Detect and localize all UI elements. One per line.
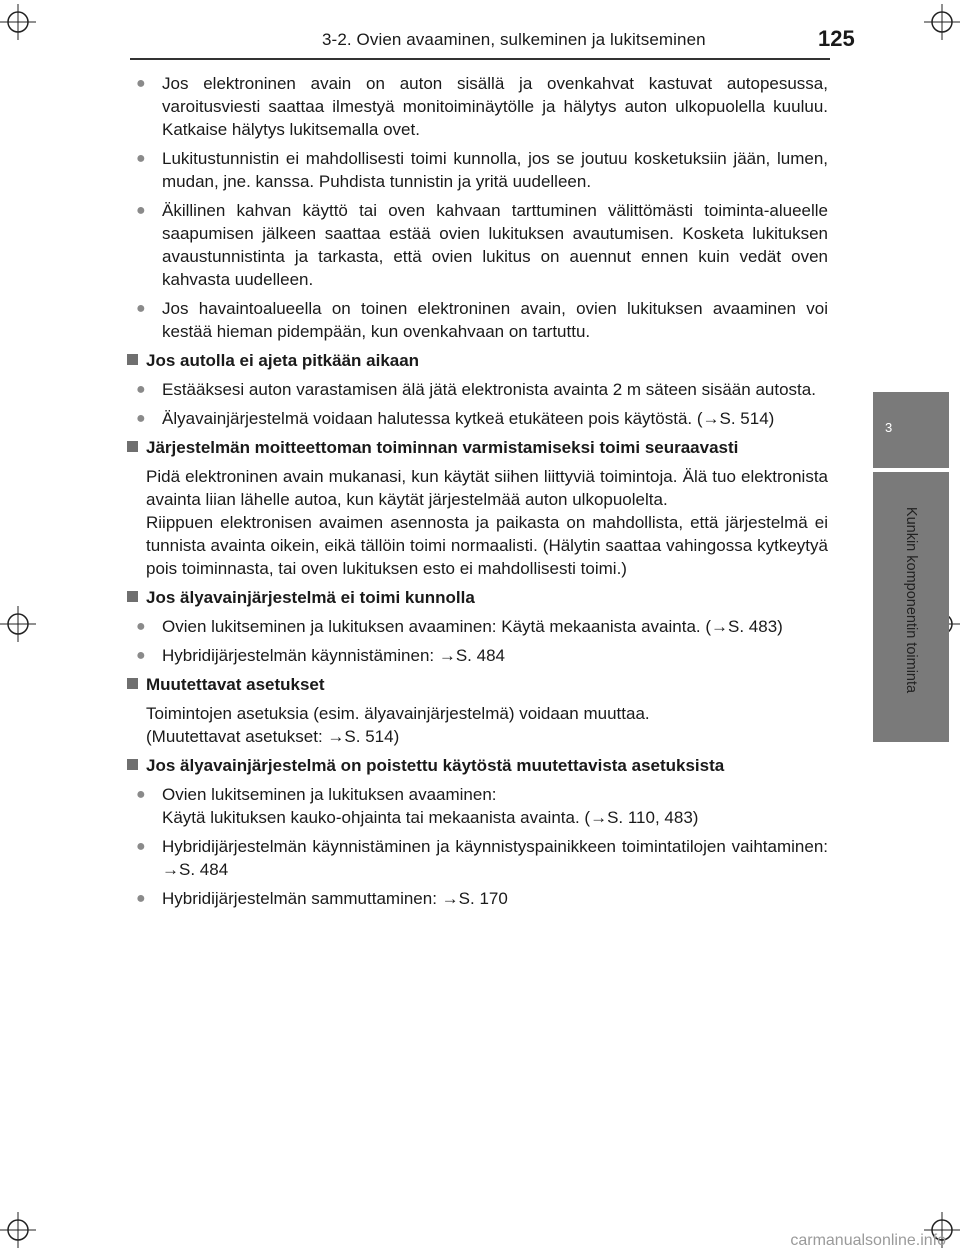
bullet-item: ● Ovien lukitseminen ja lukituksen avaaminen: Käytä mekaanista avainta. (→S. 483)	[126, 615, 828, 638]
section-heading: Järjestelmän moitteettoman toiminnan varmistamiseksi toimi seuraavasti	[126, 436, 828, 459]
bullet-item: ● Jos elektroninen avain on auton sisällä ja ovenkahvat kastuvat autopesussa, varoitusviesti saattaa ilmestyä monitoiminäytölle ja hälytys auton ulkopuolella kuuluu. Katkaise hälytys lukitsemalla ovet.	[126, 72, 828, 141]
section-heading: Jos älyavainjärjestelmä ei toimi kunnolla	[126, 586, 828, 609]
bullet-item: ● Lukitustunnistin ei mahdollisesti toimi kunnolla, jos se joutuu kosketuksiin jään, lumen, mudan, jne. kanssa. Puhdista tunnistin ja yritä uudelleen.	[126, 147, 828, 193]
registration-mark-icon	[924, 4, 960, 40]
bullet-item: ● Hybridijärjestelmän käynnistäminen ja käynnistyspainikkeen toimintatilojen vaihtaminen: →S. 484	[126, 835, 828, 881]
bullet-item: ● Hybridijärjestelmän sammuttaminen: →S. 170	[126, 887, 828, 910]
registration-mark-icon	[0, 1212, 36, 1248]
bullet-item: ● Estääksesi auton varastamisen älä jätä elektronista avainta 2 m säteen sisään autosta.	[126, 378, 828, 401]
chapter-tab	[873, 392, 949, 468]
page-number: 125	[818, 26, 855, 51]
section-heading: Jos älyavainjärjestelmä on poistettu käytöstä muutettavista asetuksista	[126, 754, 828, 777]
paragraph: Riippuen elektronisen avaimen asennosta ja paikasta on mahdollista, että järjestelmä ei tunnista avainta oikein, eikä tällöin toimi normaalisti. (Hälytin saattaa vahingossa kytkeytyä pois toiminnasta, tai oven lukituksen esto ei mahdollisesti toimi.)	[146, 513, 828, 578]
running-header: 3-2. Ovien avaaminen, sulkeminen ja lukitseminen	[322, 30, 706, 49]
bullet-item: ● Äkillinen kahvan käyttö tai oven kahvaan tarttuminen välittömästi toiminta-alueelle saapumisen jälkeen saattaa estää ovien lukituksen avautumisen. Kosketa lukituksen avaustunnistinta ja tarkasta, että ovien lukitus on auennut ennen kuin vedät oven kahvasta uudelleen.	[126, 199, 828, 291]
section-heading: Jos autolla ei ajeta pitkään aikaan	[126, 349, 828, 372]
bullet-item: ● Hybridijärjestelmän käynnistäminen: →S. 484	[126, 644, 828, 667]
bullet-line: Käytä lukituksen kauko-ohjainta tai mekaanista avainta. (→S. 110, 483)	[162, 808, 699, 827]
watermark: carmanualsonline.info	[790, 1232, 946, 1249]
registration-mark-icon	[0, 606, 36, 642]
chapter-title: Kunkin komponentin toiminta	[903, 506, 919, 694]
bullet-item	[126, 783, 828, 829]
bullet-item: ● Älyavainjärjestelmä voidaan halutessa kytkeä etukäteen pois käytöstä. (→S. 514)	[126, 407, 828, 430]
bullet-item: ● Jos havaintoalueella on toinen elektroninen avain, ovien lukituksen avaaminen voi kestää hieman pidempään, kun ovenkahvaan on tartuttu.	[126, 297, 828, 343]
registration-mark-icon	[0, 4, 36, 40]
paragraph: Toimintojen asetuksia (esim. älyavainjärjestelmä) voidaan muuttaa.	[146, 704, 650, 723]
paragraph: Pidä elektroninen avain mukanasi, kun käytät siihen liittyviä toimintoja. Älä tuo elektronista avainta liian lähelle autoa, kun käytät järjestelmää auton ulkopuolelta.	[146, 467, 828, 509]
header-divider	[130, 58, 830, 60]
section-heading: Muutettavat asetukset	[126, 673, 828, 696]
paragraph: (Muutettavat asetukset: →S. 514)	[146, 727, 400, 746]
page-body	[126, 72, 828, 916]
chapter-number: 3	[885, 420, 893, 435]
bullet-line: ● Ovien lukitseminen ja lukituksen avaaminen:	[162, 785, 497, 804]
